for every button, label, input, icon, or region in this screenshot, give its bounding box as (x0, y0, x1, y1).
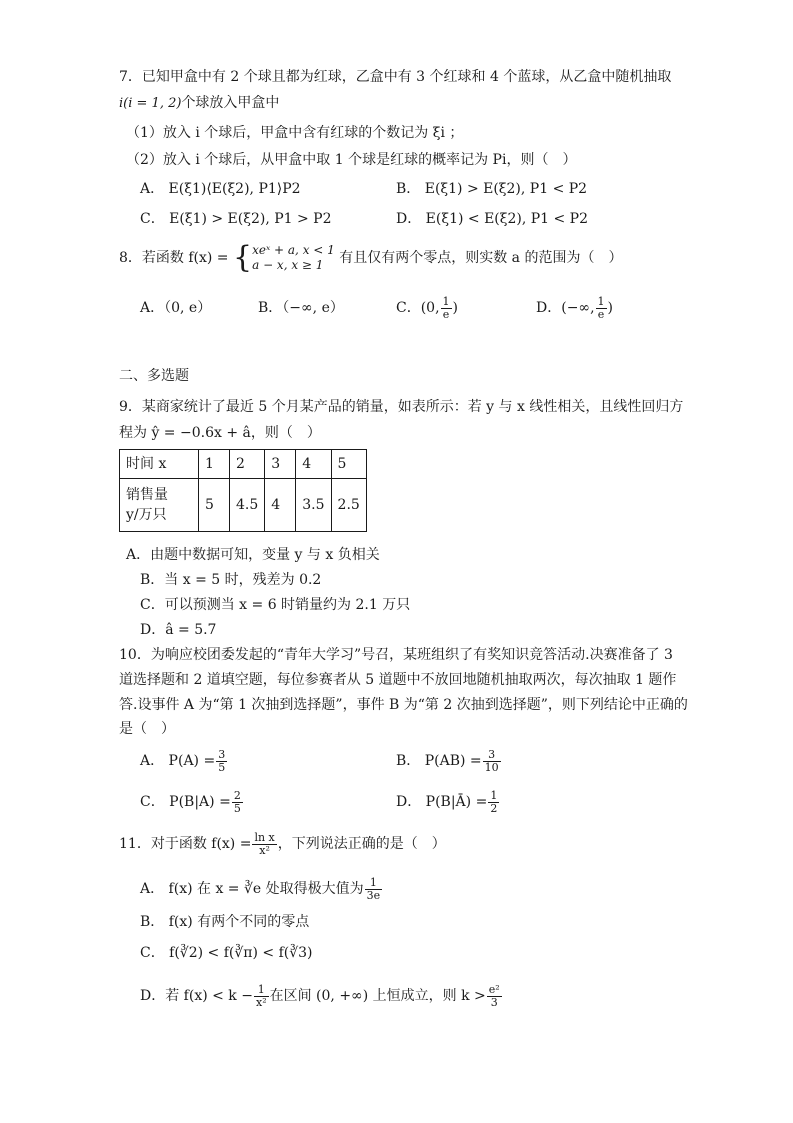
q8-option-b: B．（−∞, e） (258, 300, 344, 316)
q11-function-fraction (252, 832, 276, 857)
q8-option-d-right: ) (607, 300, 614, 316)
q7-option-a: A． E(ξ1)⟨E(ξ2), P1⟩P2 (140, 181, 301, 197)
q7-option-d: D． E(ξ1) < E(ξ2), P1 < P2 (396, 211, 589, 227)
q10-option-d-fraction (488, 790, 499, 815)
q10-option-a-fraction (216, 749, 227, 774)
q11-option-c: C． f(∛2) < f(∛π) < f(∛3) (140, 945, 313, 961)
fraction-denominator: 5 (218, 760, 226, 774)
q10-option-b-fraction (483, 749, 501, 774)
q8-case-1: xeˣ + a, x < 1 (252, 243, 335, 257)
q7-stem-line1: 7．已知甲盒中有 2 个球且都为红球，乙盒中有 3 个红球和 4 个蓝球，从乙盒中随机抽取 (119, 69, 672, 85)
q9-stem-line1: 9．某商家统计了最近 5 个月某产品的销量，如表所示：若 y 与 x 线性相关，且线性回归方 (119, 399, 684, 415)
q9-option-b: B．当 x = 5 时，残差为 0.2 (140, 572, 322, 588)
table-cell: 3 (265, 450, 296, 479)
q10-stem-line4: 是（ ） (119, 721, 175, 737)
q7-stem-line2 (119, 94, 279, 113)
table-row (120, 450, 367, 479)
table-cell: 5 (331, 450, 366, 479)
q11-option-d (140, 980, 503, 1012)
fraction-numerator: ln x (254, 830, 275, 844)
q7-part2: （2）放入 i 个球后，从甲盒中取 1 个球是红球的概率记为 Pi，则（ ） (126, 152, 577, 168)
q8-stem (119, 240, 622, 276)
q11-suffix: ，下列说法正确的是（ ） (277, 836, 446, 852)
q9-stem-line2: 程为 ŷ = −0.6x + â，则（ ） (119, 425, 321, 441)
q8-option-c-fraction (441, 296, 452, 321)
fraction-numerator: 1 (442, 294, 450, 308)
fraction-numerator: e² (488, 982, 500, 996)
table-header-time: 时间 x (120, 450, 199, 479)
q11-prefix: 11．对于函数 f(x) = (119, 836, 252, 852)
q7-part1: （1）放入 i 个球后，甲盒中含有红球的个数记为 ξi ； (126, 125, 464, 141)
q10-option-b (396, 745, 502, 777)
q11-option-d-fraction1 (254, 984, 269, 1009)
fraction-denominator: 2 (490, 801, 498, 815)
fraction-denominator: x² (259, 843, 270, 857)
q10-option-d (396, 786, 500, 818)
q10-option-a (140, 745, 228, 777)
q11-option-d-mid: 在区间 (0, +∞) 上恒成立，则 k > (269, 988, 486, 1004)
table-cell: 3.5 (296, 479, 331, 532)
q10-option-d-label: D． P(B|Ā) = (396, 794, 488, 810)
q9-option-c: C．可以预测当 x = 6 时销量约为 2.1 万只 (140, 597, 411, 613)
fraction-numerator: 3 (218, 747, 226, 761)
fraction-denominator: 5 (233, 801, 241, 815)
q10-option-a-label: A． P(A) = (140, 753, 216, 769)
fraction-denominator: 3 (490, 995, 498, 1009)
fraction-numerator: 1 (490, 788, 498, 802)
q8-option-d-label: D． (536, 300, 562, 316)
table-cell: 2 (230, 450, 265, 479)
section-heading: 二、多选题 (119, 368, 189, 384)
table-header-sales-line2: y/万只 (126, 507, 167, 523)
q8-option-d-left: (−∞, (561, 300, 595, 316)
q11-stem (119, 828, 446, 860)
fraction-numerator: 1 (597, 294, 605, 308)
q8-option-c-right: ) (452, 300, 459, 316)
table-cell: 4 (265, 479, 296, 532)
fraction-numerator: 1 (254, 984, 269, 997)
fraction-numerator: 3 (483, 749, 501, 762)
q8-option-c-left: (0, (420, 300, 440, 316)
table-cell: 2.5 (331, 479, 366, 532)
q11-option-b: B． f(x) 有两个不同的零点 (140, 914, 310, 930)
q8-option-d-fraction (596, 296, 607, 321)
q9-option-a: A．由题中数据可知，变量 y 与 x 负相关 (126, 547, 380, 563)
q7-option-c: C． E(ξ1) > E(ξ2), P1 > P2 (140, 211, 332, 227)
q8-case-2: a − x, x ≥ 1 (252, 258, 324, 272)
q10-option-c-fraction (232, 790, 243, 815)
table-header-sales-line1: 销售量 (126, 487, 168, 503)
q10-stem-line1: 10．为响应校团委发起的“青年大学习”号召，某班组织了有奖知识竞答活动.决赛准备了 3 (119, 647, 673, 663)
fraction-numerator: 1 (365, 877, 383, 890)
q8-brace: { (233, 240, 253, 275)
q8-option-d (536, 290, 613, 326)
q10-stem-line2: 道选择题和 2 道填空题，每位参赛者从 5 道题中不放回地随机抽取两次，每次抽取 1 题作 (119, 672, 677, 688)
q8-prefix: 8．若函数 f(x) = (119, 250, 229, 266)
fraction-denominator: 3e (366, 888, 381, 902)
q11-option-a (140, 873, 383, 905)
fraction-denominator: e (442, 307, 450, 321)
q9-data-table (119, 449, 367, 532)
q8-option-c-label: C． (396, 300, 421, 316)
q7-stem-tail: 个球放入甲盒中 (181, 95, 280, 111)
q9-option-d: D．â = 5.7 (140, 622, 217, 638)
fraction-denominator: 10 (484, 760, 499, 774)
fraction-numerator: 2 (233, 788, 241, 802)
q10-option-c-label: C． P(B|A) = (140, 794, 231, 810)
fraction-denominator: x² (255, 995, 267, 1009)
table-cell: 4.5 (230, 479, 265, 532)
q8-option-a: A．（0, e） (140, 300, 212, 316)
table-cell: 5 (199, 479, 230, 532)
q7-option-b: B． E(ξ1) > E(ξ2), P1 < P2 (396, 181, 588, 197)
table-header-sales (120, 479, 199, 532)
q10-option-c (140, 786, 244, 818)
q8-option-c (396, 290, 458, 326)
q10-stem-line3: 答.设事件 A 为“第 1 次抽到选择题”，事件 B 为“第 2 次抽到选择题”，则下列结论中正确的 (119, 697, 688, 713)
q10-option-b-label: B． P(AB) = (396, 753, 482, 769)
q7-i-range: i(i = 1, 2) (119, 96, 182, 111)
table-cell: 4 (296, 450, 331, 479)
q11-option-a-fraction (365, 877, 383, 902)
q8-cases (252, 243, 335, 273)
q11-option-d-fraction2 (487, 984, 502, 1009)
table-row (120, 479, 367, 532)
q8-suffix: 有且仅有两个零点，则实数 a 的范围为（ ） (339, 250, 623, 266)
table-cell: 1 (199, 450, 230, 479)
fraction-denominator: e (597, 307, 605, 321)
q11-option-d-label: D．若 f(x) < k − (140, 988, 253, 1004)
q11-option-a-label: A． f(x) 在 x = ∛e 处取得极大值为 (140, 881, 364, 897)
